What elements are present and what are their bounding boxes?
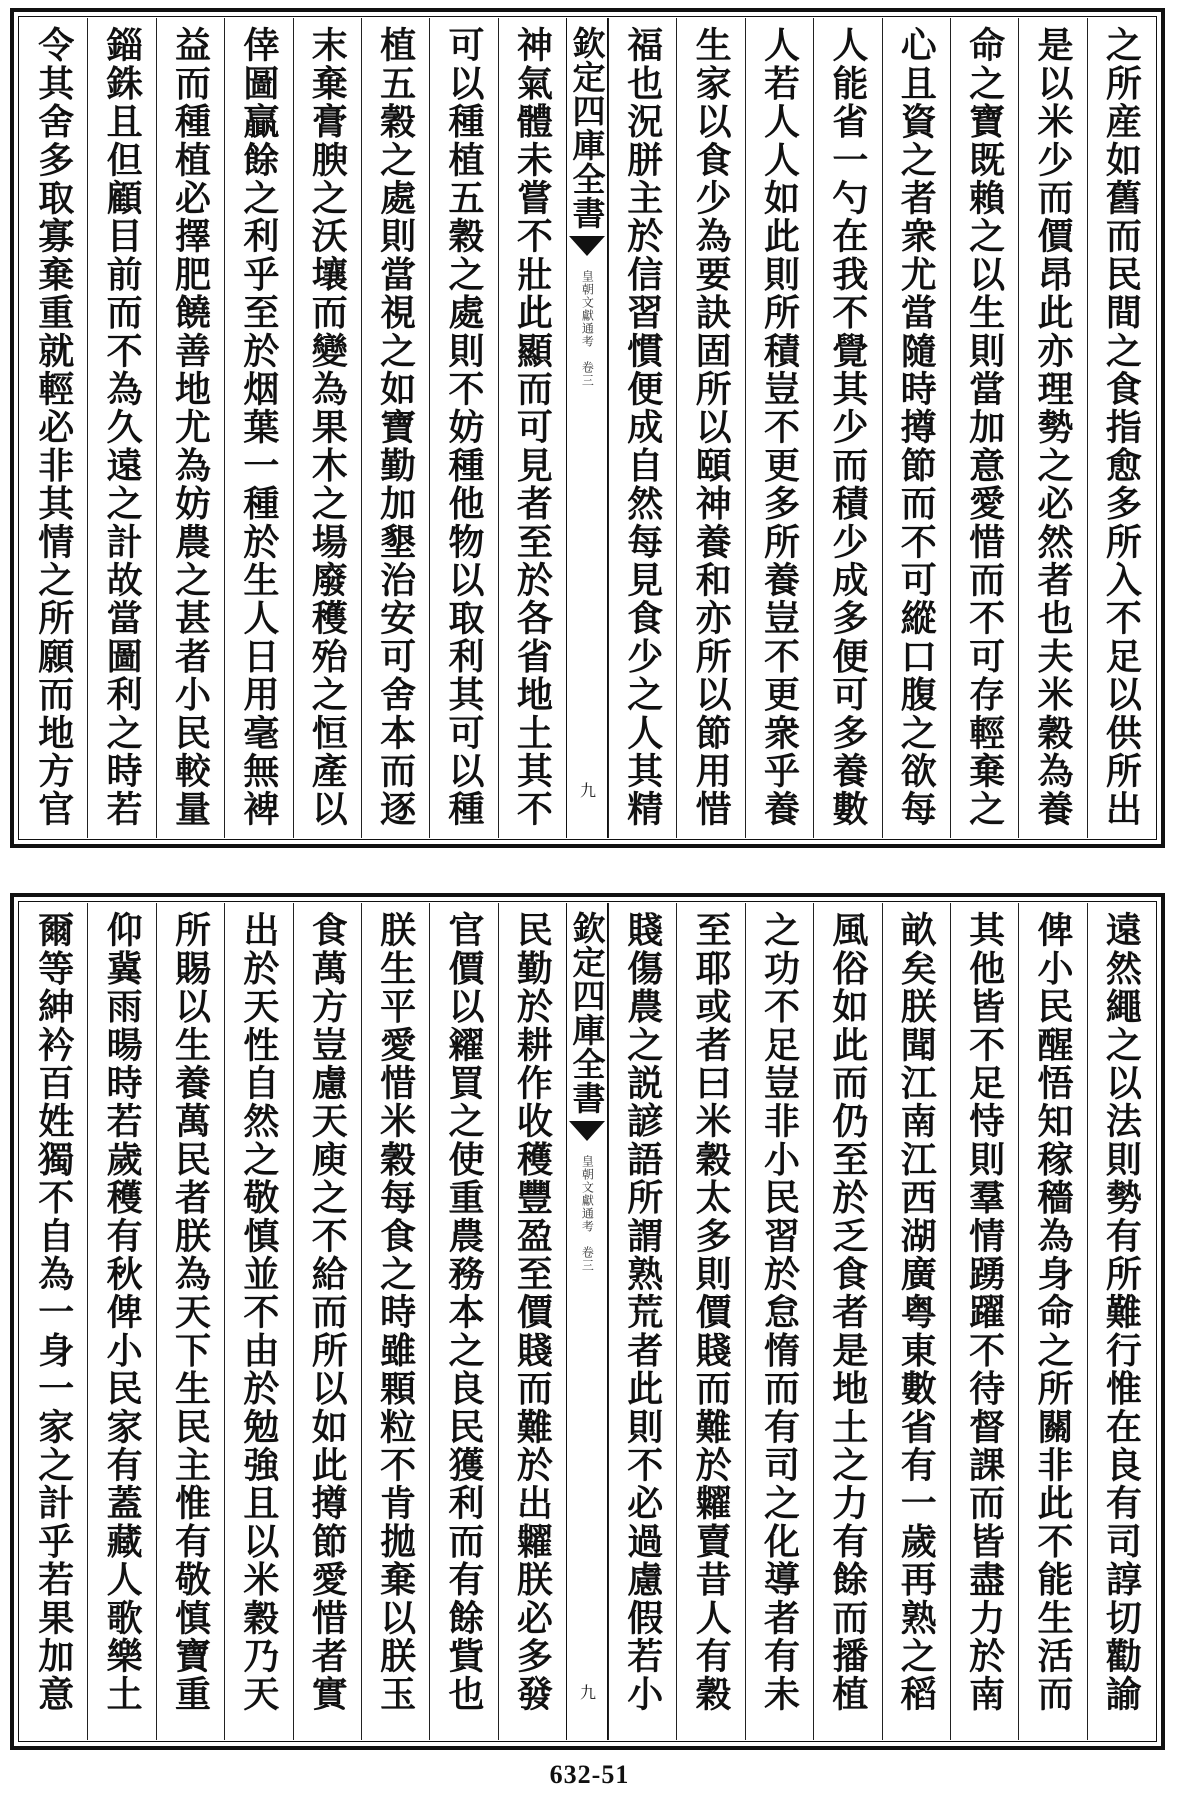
text-column: 人若人人如此則所積豈不更多所養豈不更衆乎養	[745, 18, 813, 838]
text-column: 神氣體未嘗不壯此顯而可見者至於各省地土其不	[498, 18, 566, 838]
text-column: 所賜以生養萬民者朕為天下生民主惟有敬慎寶重	[156, 903, 224, 1740]
text-column: 朕生平愛惜米穀每食之時雖顆粒不肯拋棄以朕玉	[361, 903, 429, 1740]
book-title: 欽定四庫全書	[567, 911, 607, 1115]
text-column: 食萬方豈慮天庾之不給而所以如此撙節愛惜者實	[293, 903, 361, 1740]
text-column: 福也況胼主於信習慣便成自然每見食少之人其精	[608, 18, 676, 838]
top-page-columns	[20, 18, 1155, 838]
top-page-panel	[10, 8, 1165, 848]
text-column: 可以種植五穀之處則不妨種他物以取利其可以種	[429, 18, 497, 838]
text-column: 之所産如舊而民間之食指愈多所入不足以供所出	[1087, 18, 1155, 838]
text-column: 生家以食少為要訣固所以頤神養和亦所以節用惜	[676, 18, 744, 838]
text-column: 仰冀雨暘時若歲穫有秋俾小民家有蓋藏人歌樂土	[87, 903, 155, 1740]
text-column: 是以米少而價昂此亦理勢之必然者也夫米穀為養	[1018, 18, 1086, 838]
center-spine	[566, 903, 608, 1740]
text-column: 令其舍多取寡棄重就輕必非其情之所願而地方官	[32, 26, 75, 829]
volume-info: 皇朝文獻通考 卷三	[580, 270, 595, 387]
text-column: 心且資之者衆尤當隨時撙節而不可縱口腹之欲每	[882, 18, 950, 838]
text-column: 畝矣朕聞江南江西湖廣粤東數省有一歲再熟之稻	[882, 903, 950, 1740]
text-column: 錙銖且但顧目前而不為久遠之計故當圖利之時若	[87, 18, 155, 838]
text-column: 末棄膏腴之沃壤而變為果木之場廢穫殆之恒產以	[293, 18, 361, 838]
text-column: 益而種植必擇肥饒善地尤為妨農之甚者小民較量	[156, 18, 224, 838]
text-column: 倖圖贏餘之利乎至於烟葉一種於生人日用毫無裨	[224, 18, 292, 838]
text-column: 之功不足豈非小民習於怠惰而有司之化導者有未	[745, 903, 813, 1740]
text-column: 人能省一勺在我不覺其少而積少成多便可多養數	[813, 18, 881, 838]
fishtail-mark-icon	[569, 1121, 605, 1141]
bottom-page-columns	[20, 903, 1155, 1740]
text-column: 至耶或者曰米穀太多則價賤而難於糶賣昔人有穀	[676, 903, 744, 1740]
text-column: 民勤於耕作收穫豐盈至價賤而難於出糶朕必多發	[498, 903, 566, 1740]
text-column: 出於天性自然之敬慎並不由於勉強且以米穀乃天	[224, 903, 292, 1740]
page-number: 632-51	[549, 1760, 630, 1789]
book-title: 欽定四庫全書	[567, 26, 607, 230]
folio-number: 九	[577, 782, 597, 798]
text-column: 爾等紳衿百姓獨不自為一身一家之計乎若果加意	[32, 911, 75, 1714]
text-column: 植五穀之處則當視之如寶勤加墾治安可舍本而逐	[361, 18, 429, 838]
text-column: 其他皆不足恃則羣情踴躍不待督課而皆盡力於南	[950, 903, 1018, 1740]
bottom-page-panel	[10, 893, 1165, 1750]
text-column: 賤傷農之説諺語所謂熟荒者此則不必過慮假若小	[608, 903, 676, 1740]
text-column: 遠然繩之以法則勢有所難行惟在良有司諄切勸諭	[1087, 903, 1155, 1740]
text-column: 命之寶既賴之以生則當加意愛惜而不可存輕棄之	[950, 18, 1018, 838]
center-spine	[566, 18, 608, 838]
volume-info: 皇朝文獻通考 卷三	[580, 1155, 595, 1272]
text-column: 風俗如此而仍至於乏食者是地土之力有餘而播植	[813, 903, 881, 1740]
folio-number: 九	[577, 1684, 597, 1700]
fishtail-mark-icon	[569, 236, 605, 256]
text-column: 官價以糴買之使重農務本之良民獲利而有餘貲也	[429, 903, 497, 1740]
text-column: 俾小民醒悟知稼穡為身命之所關非此不能生活而	[1018, 903, 1086, 1740]
